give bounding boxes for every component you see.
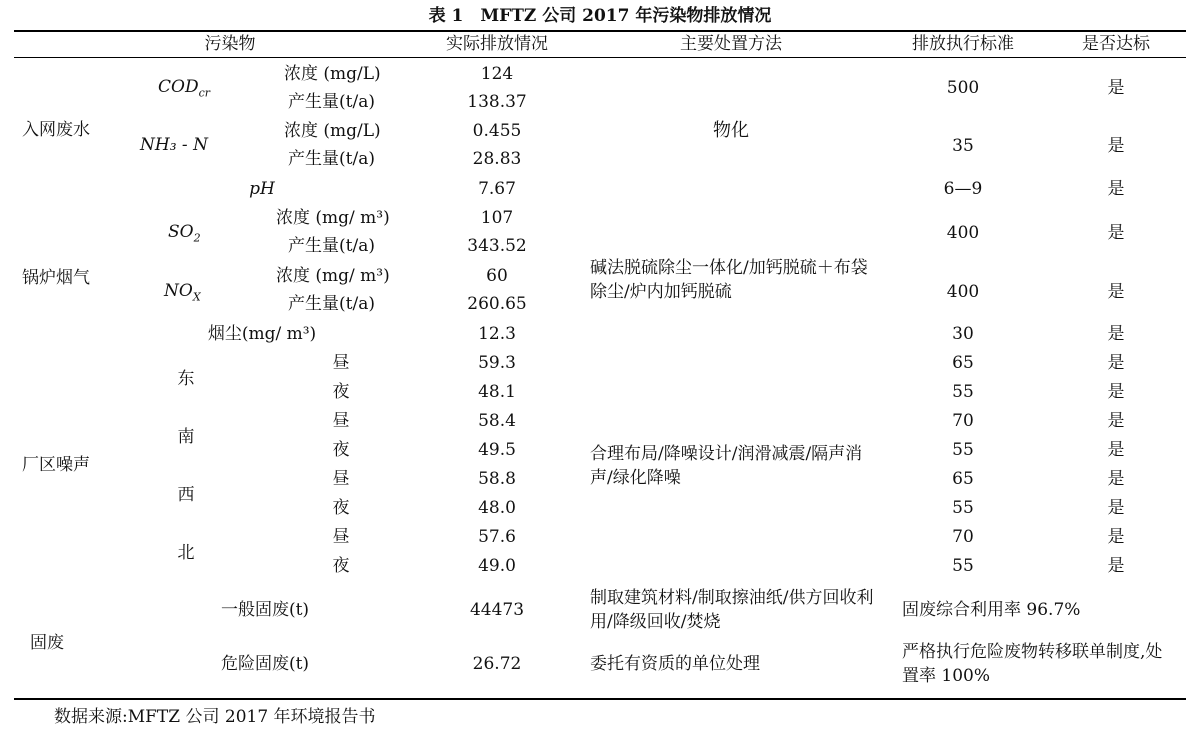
value-dust: 12.3 <box>478 324 516 344</box>
metric-so2-out: 产生量(t/a) <box>288 236 375 256</box>
sub-nh3: NH₃ - N <box>140 135 208 155</box>
night-label: 夜 <box>332 498 350 518</box>
header-pollutant: 污染物 <box>204 34 256 54</box>
day-label: 昼 <box>332 527 350 547</box>
group-noise: 厂区噪声 <box>22 455 90 475</box>
metric-nh3-out: 产生量(t/a) <box>288 149 375 169</box>
yes-west-night: 是 <box>1107 498 1125 518</box>
yes-so2: 是 <box>1107 223 1125 243</box>
header-actual: 实际排放情况 <box>446 34 548 54</box>
value-east-day: 59.3 <box>478 353 516 373</box>
sub-nox: $NO_X$ <box>164 281 201 304</box>
value-west-day: 58.8 <box>478 469 516 489</box>
value-general-solid: 44473 <box>469 600 525 620</box>
metric-nh3-conc: 浓度 (mg/L) <box>284 121 381 141</box>
top-rule <box>14 30 1186 32</box>
day-label: 昼 <box>332 411 350 431</box>
day-label: 昼 <box>332 469 350 489</box>
value-north-day: 57.6 <box>478 527 516 547</box>
dir-south: 南 <box>177 427 195 447</box>
std-ph: 6—9 <box>943 179 983 199</box>
value-cod-out: 138.37 <box>467 92 527 112</box>
yes-cod: 是 <box>1107 78 1125 98</box>
std-cod: 500 <box>946 78 980 98</box>
std-west-night: 55 <box>952 498 974 518</box>
value-south-day: 58.4 <box>478 411 516 431</box>
std-nox: 400 <box>946 282 980 302</box>
std-east-day: 65 <box>952 353 974 373</box>
value-north-night: 49.0 <box>478 556 516 576</box>
std-so2: 400 <box>946 223 980 243</box>
yes-east-night: 是 <box>1107 382 1125 402</box>
group-solid: 固废 <box>30 633 64 653</box>
std-nh3: 35 <box>952 136 974 156</box>
std-east-night: 55 <box>952 382 974 402</box>
sub-hazard-solid: 危险固废(t) <box>220 654 310 674</box>
sub-so2: $SO_2$ <box>168 222 201 245</box>
value-nh3-conc: 0.455 <box>472 121 522 141</box>
value-so2-out: 343.52 <box>467 236 527 256</box>
std-north-night: 55 <box>952 556 974 576</box>
std-north-day: 70 <box>952 527 974 547</box>
method-hazard-solid: 委托有资质的单位处理 <box>590 654 760 674</box>
value-east-night: 48.1 <box>478 382 516 402</box>
header-rule <box>14 57 1186 58</box>
metric-so2-conc: 浓度 (mg/ m³) <box>276 208 390 228</box>
method-noise: 合理布局/降噪设计/润滑减震/隔声消声/绿化降噪 <box>590 444 863 488</box>
sub-dust: 烟尘(mg/ m³) <box>207 324 317 344</box>
group-boiler: 锅炉烟气 <box>22 268 90 288</box>
night-label: 夜 <box>332 382 350 402</box>
value-cod-conc: 124 <box>480 64 514 84</box>
value-ph: 7.67 <box>478 179 516 199</box>
yes-north-night: 是 <box>1107 556 1125 576</box>
group-wastewater: 入网废水 <box>22 120 90 140</box>
sub-ph: pH <box>249 179 275 199</box>
value-hazard-solid: 26.72 <box>472 654 522 674</box>
metric-nox-conc: 浓度 (mg/ m³) <box>276 266 390 286</box>
value-south-night: 49.5 <box>478 440 516 460</box>
yes-dust: 是 <box>1107 324 1125 344</box>
night-label: 夜 <box>332 556 350 576</box>
table-title: 表 1 MFTZ 公司 2017 年污染物排放情况 <box>428 6 772 26</box>
yes-east-day: 是 <box>1107 353 1125 373</box>
yes-north-day: 是 <box>1107 527 1125 547</box>
yes-ph: 是 <box>1107 179 1125 199</box>
metric-cod-conc: 浓度 (mg/L) <box>284 64 381 84</box>
std-hazard-solid: 严格执行危险废物转移联单制度,处置率 100% <box>902 642 1163 686</box>
yes-south-day: 是 <box>1107 411 1125 431</box>
dir-north: 北 <box>177 543 195 563</box>
yes-west-day: 是 <box>1107 469 1125 489</box>
value-nh3-out: 28.83 <box>472 149 522 169</box>
header-method: 主要处置方法 <box>680 34 782 54</box>
yes-nh3: 是 <box>1107 136 1125 156</box>
method-water: 物化 <box>713 120 749 141</box>
std-dust: 30 <box>952 324 974 344</box>
std-general-solid: 固废综合利用率 96.7% <box>902 600 1081 620</box>
std-south-night: 55 <box>952 440 974 460</box>
sub-cod: $COD_{cr}$ <box>158 77 210 100</box>
std-west-day: 65 <box>952 469 974 489</box>
method-air: 碱法脱硫除尘一体化/加钙脱硫＋布袋除尘/炉内加钙脱硫 <box>590 258 868 302</box>
value-nox-conc: 60 <box>486 266 508 286</box>
source-note: 数据来源:MFTZ 公司 2017 年环境报告书 <box>54 707 376 727</box>
method-general-solid: 制取建筑材料/制取擦油纸/供方回收利用/降级回收/焚烧 <box>590 588 874 632</box>
header-compliant: 是否达标 <box>1082 34 1150 54</box>
night-label: 夜 <box>332 440 350 460</box>
dir-east: 东 <box>177 369 195 389</box>
bottom-rule <box>14 698 1186 700</box>
yes-south-night: 是 <box>1107 440 1125 460</box>
value-nox-out: 260.65 <box>467 294 527 314</box>
std-south-day: 70 <box>952 411 974 431</box>
value-west-night: 48.0 <box>478 498 516 518</box>
header-standard: 排放执行标准 <box>912 34 1014 54</box>
day-label: 昼 <box>332 353 350 373</box>
sub-general-solid: 一般固废(t) <box>220 600 310 620</box>
metric-cod-out: 产生量(t/a) <box>288 92 375 112</box>
yes-nox: 是 <box>1107 282 1125 302</box>
metric-nox-out: 产生量(t/a) <box>288 294 375 314</box>
value-so2-conc: 107 <box>480 208 514 228</box>
dir-west: 西 <box>177 485 195 505</box>
